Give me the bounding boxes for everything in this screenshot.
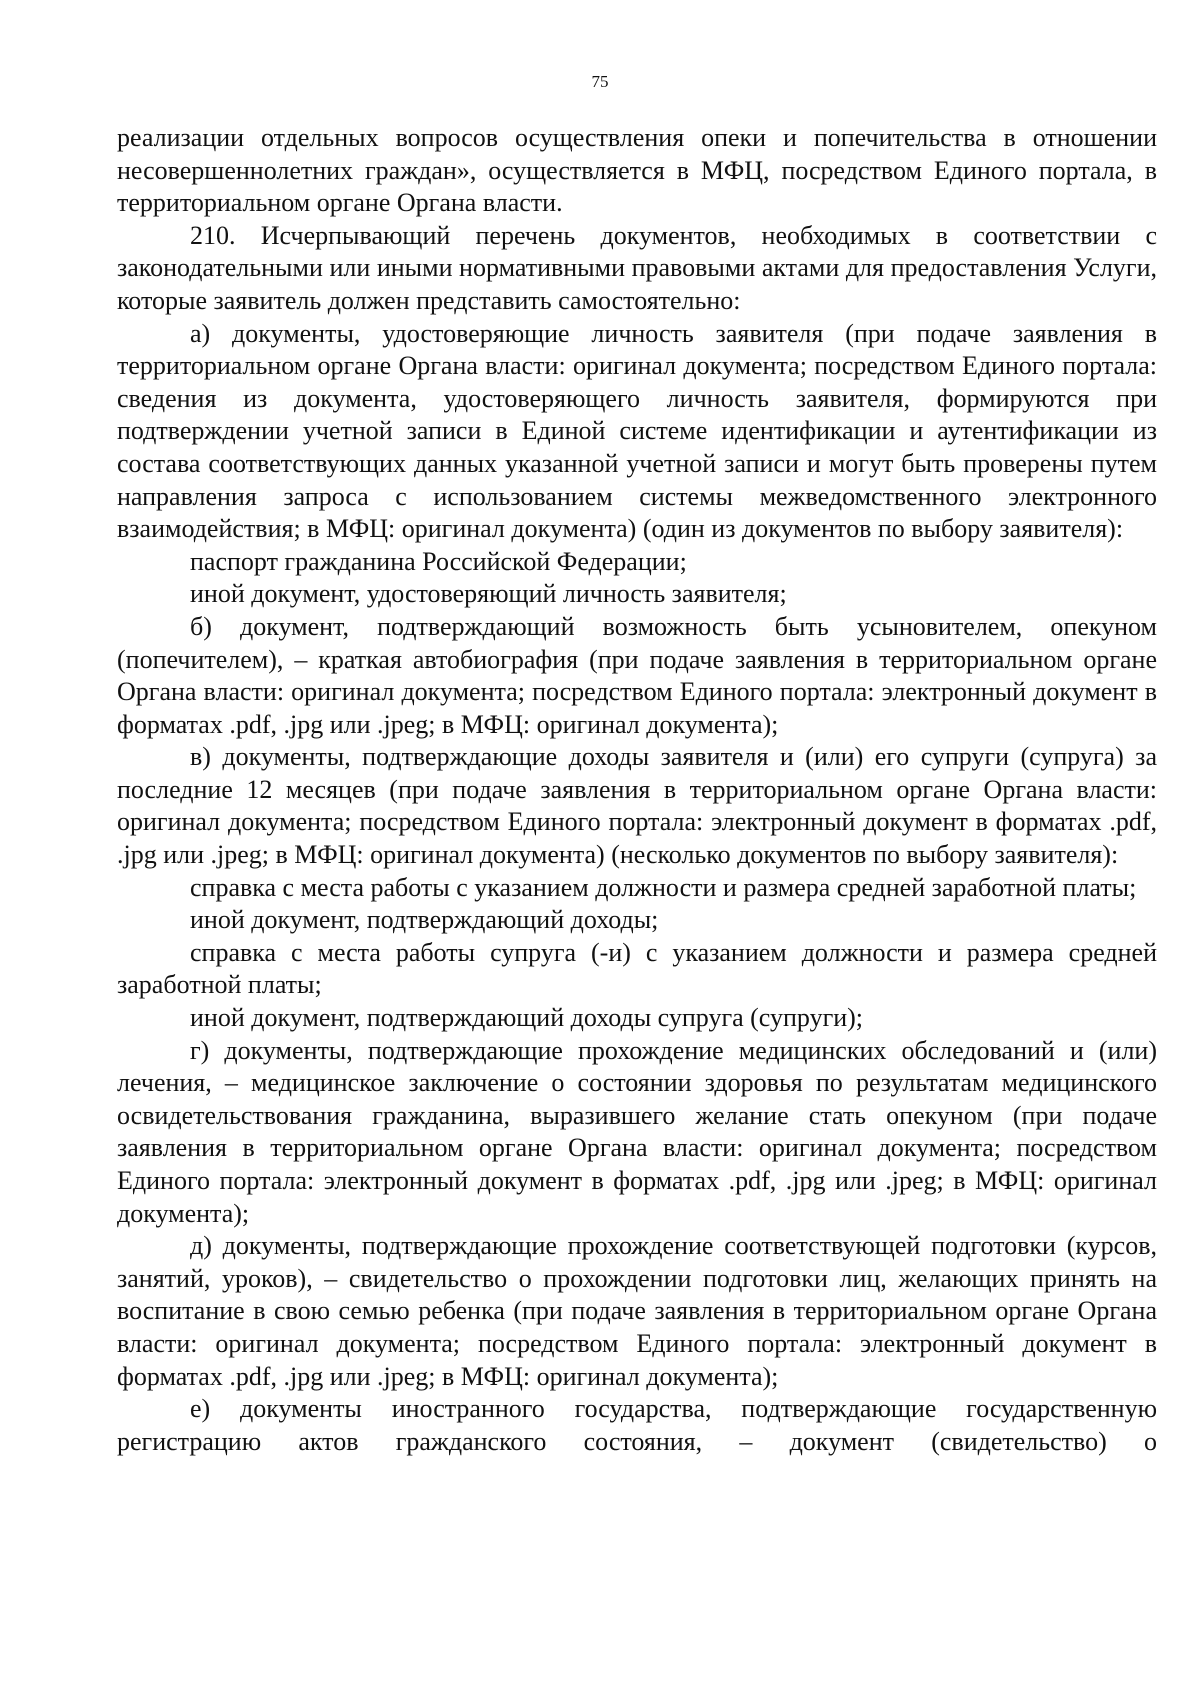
paragraph-item-210: 210. Исчерпывающий перечень документов, необходимых в соответствии с законодательными или иными нормативными правовыми актами для предоставления Услуги, которые заявитель должен представить самостоятельно:: [117, 220, 1157, 315]
list-item-other-income-document: иной документ, подтверждающий доходы;: [190, 905, 659, 935]
list-item-spouse-income-document: иной документ, подтверждающий доходы супруга (супруги);: [190, 1003, 864, 1033]
paragraph-subitem-a: а) документы, удостоверяющие личность заявителя (при подаче заявления в территориальном органе Органа власти: оригинал документа; посредством Единого портала: сведения из документа, удостоверяющего личность заявителя, формируются при подтверждении учетной записи в Единой системе идентификации и аутентификации из состава соответствующих данных указанной учетной записи и могут быть проверены путем направления запроса с использованием системы межведомственного электронного взаимодействия; в МФЦ: оригинал документа) (один из документов по выбору заявителя):: [117, 318, 1157, 544]
page-number: 75: [591, 72, 609, 91]
list-item-work-certificate: справка с места работы с указанием должности и размера средней заработной платы;: [190, 872, 1137, 902]
list-item-spouse-work-certificate: справка с места работы супруга (-и) с указанием должности и размера средней заработной платы;: [117, 937, 1157, 1000]
paragraph-subitem-e: е) документы иностранного государства, подтверждающие государственную регистрацию актов гражданского состояния, – документ (свидетельство) о: [117, 1394, 1157, 1456]
list-item-other-id-document: иной документ, удостоверяющий личность заявителя;: [190, 579, 787, 609]
paragraph-subitem-g: г) документы, подтверждающие прохождение медицинских обследований и (или) лечения, – медицинское заключение о состоянии здоровья по результатам медицинского освидетельствования гражданина, выразившего желание стать опекуном (при подаче заявления в территориальном органе Органа власти: оригинал документа; посредством Единого портала: электронный документ в форматах .pdf, .jpg или .jpeg; в МФЦ: оригинал документа);: [117, 1035, 1157, 1228]
paragraph-subitem-d: д) документы, подтверждающие прохождение соответствующей подготовки (курсов, занятий, уроков), – свидетельство о прохождении подготовки лиц, желающих принять на воспитание в свою семью ребенка (при подаче заявления в территориальном органе Органа власти: оригинал документа; посредством Единого портала: электронный документ в форматах .pdf, .jpg или .jpeg; в МФЦ: оригинал документа);: [117, 1231, 1157, 1391]
paragraph-subitem-v: в) документы, подтверждающие доходы заявителя и (или) его супруги (супруга) за последние 12 месяцев (при подаче заявления в территориальном органе Органа власти: оригинал документа; посредством Единого портала: электронный документ в форматах .pdf, .jpg или .jpeg; в МФЦ: оригинал документа) (несколько документов по выбору заявителя):: [117, 742, 1157, 870]
document-body: [117, 122, 1157, 1458]
list-item-passport: паспорт гражданина Российской Федерации;: [190, 546, 687, 576]
paragraph-subitem-b: б) документ, подтверждающий возможность быть усыновителем, опекуном (попечителем), – краткая автобиография (при подаче заявления в территориальном органе Органа власти: оригинал документа; посредством Единого портала: электронный документ в форматах .pdf, .jpg или .jpeg; в МФЦ: оригинал документа);: [117, 611, 1157, 739]
paragraph-continuation: реализации отдельных вопросов осуществления опеки и попечительства в отношении несовершеннолетних граждан», осуществляется в МФЦ, посредством Единого портала, в территориальном органе Органа власти.: [117, 123, 1157, 218]
